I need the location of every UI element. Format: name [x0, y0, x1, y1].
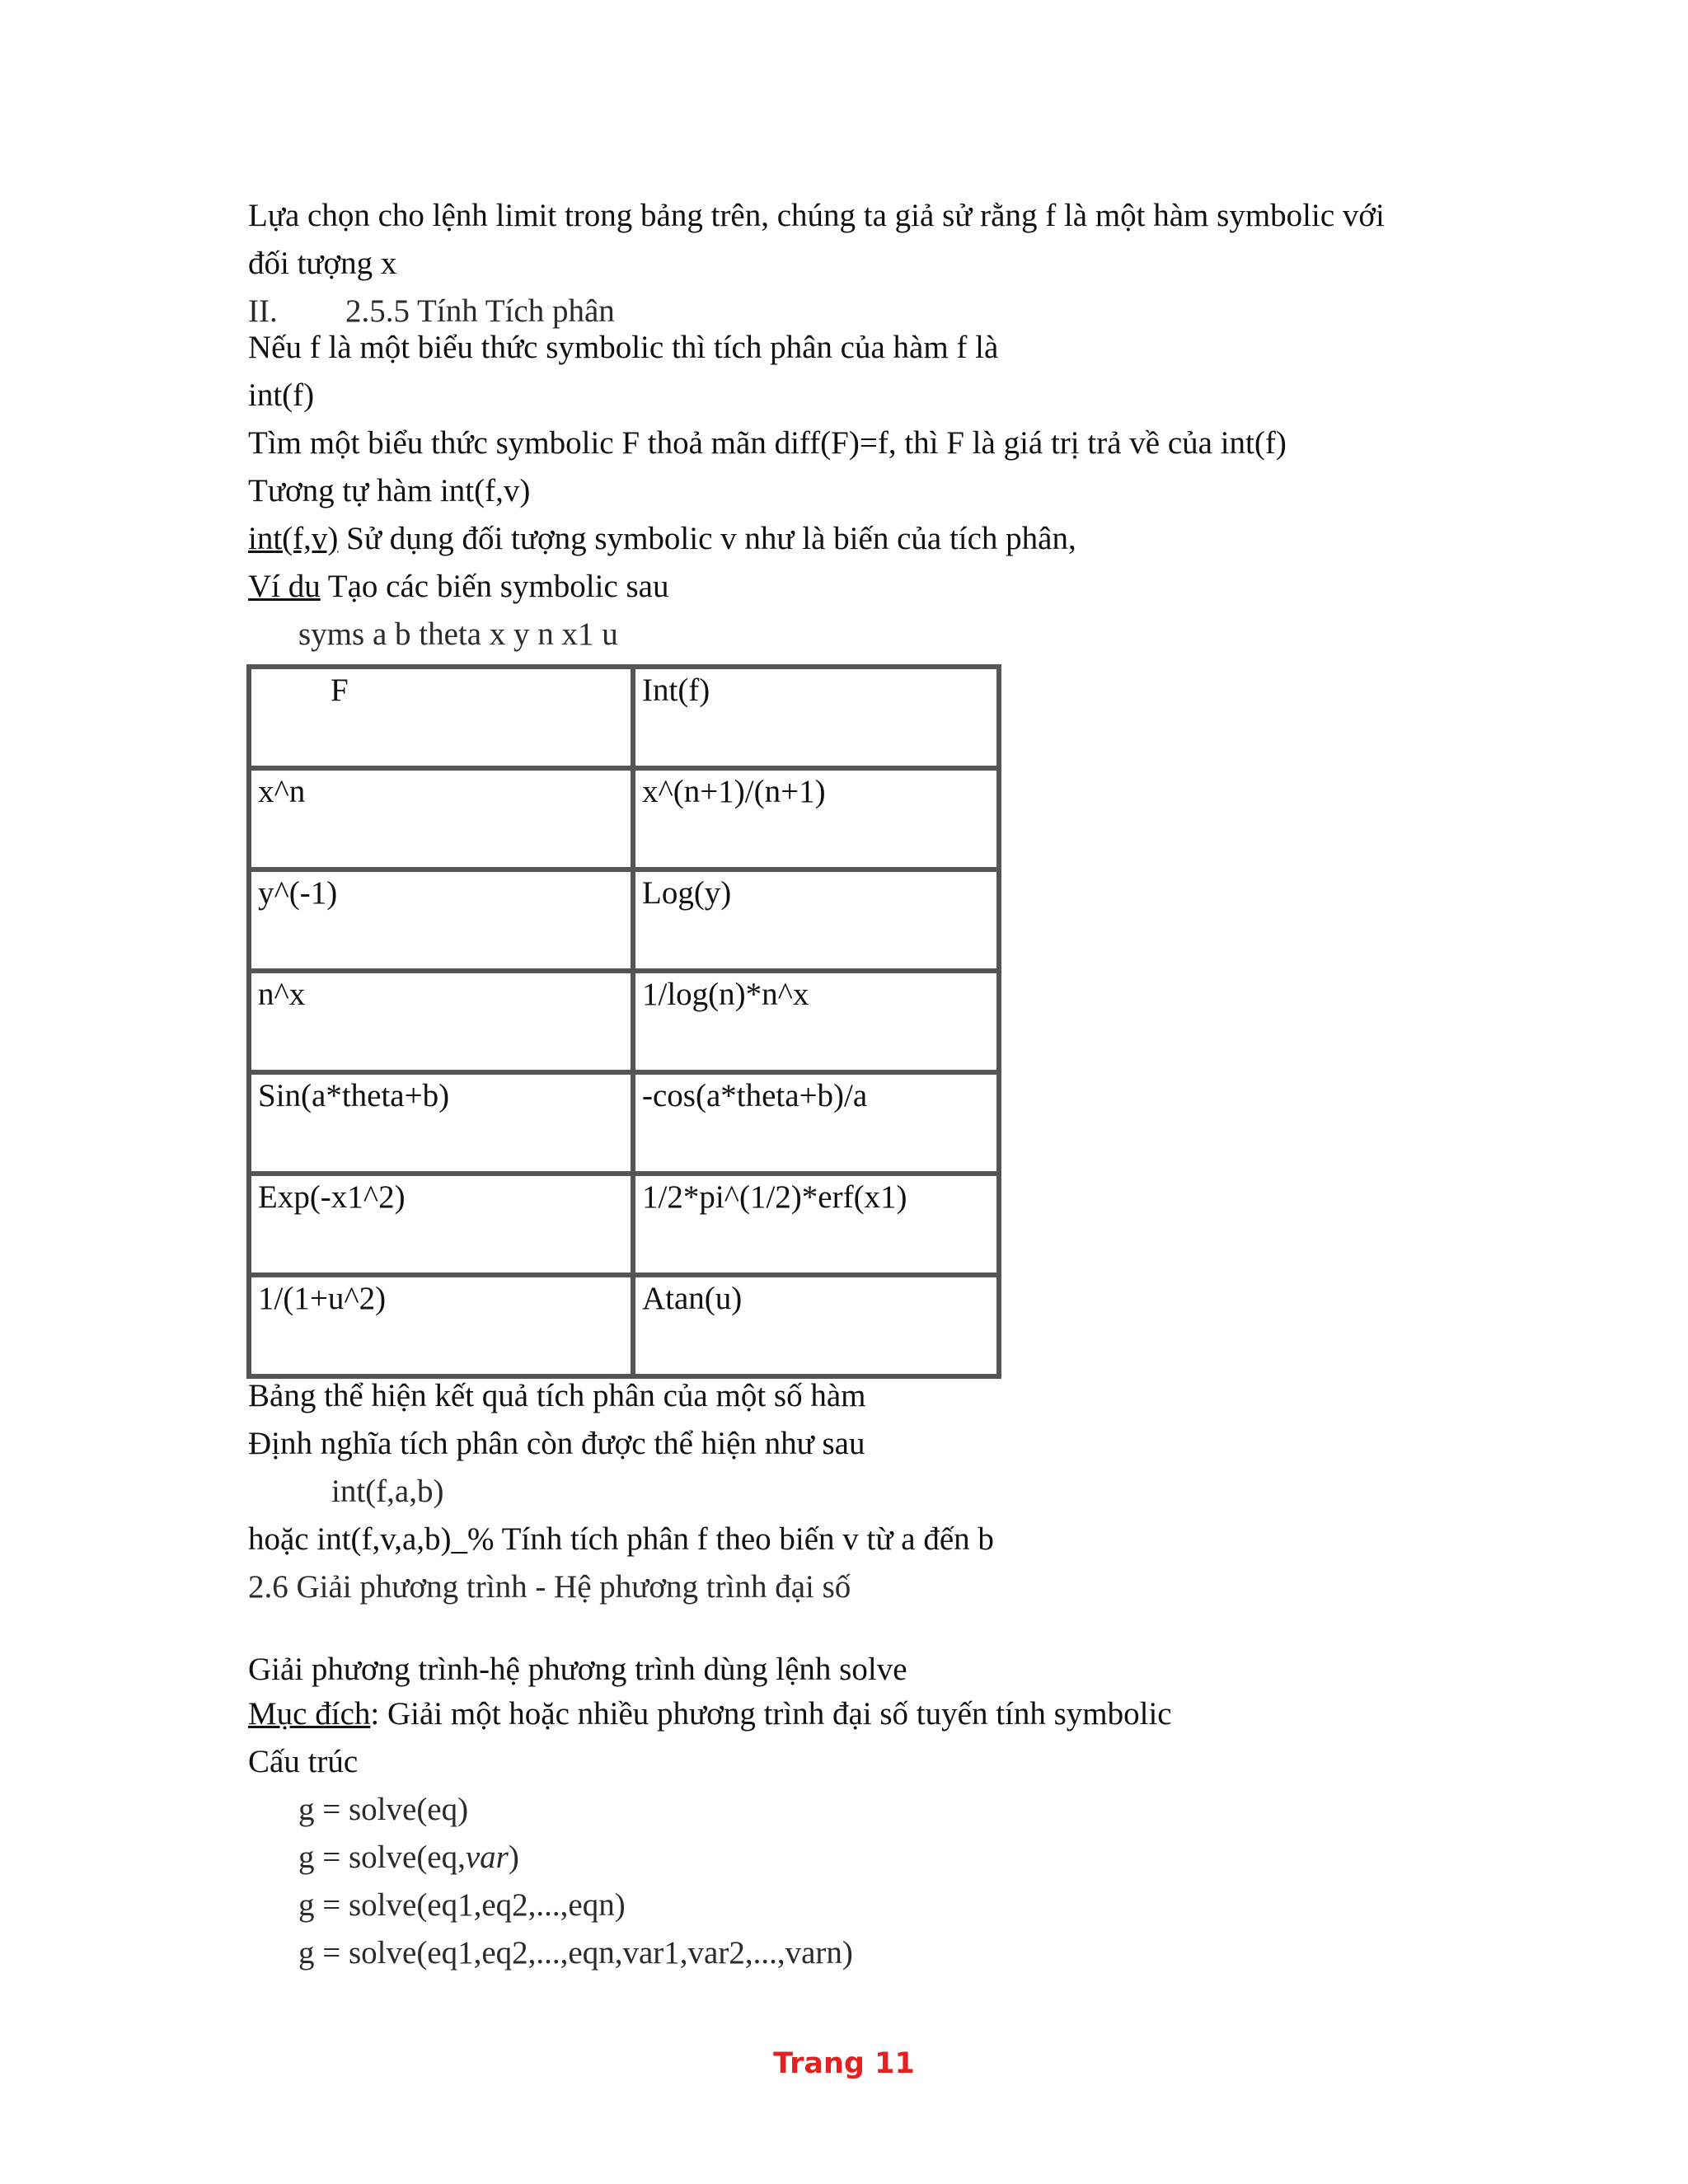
int-fab-command: int(f,a,b) — [331, 1474, 444, 1509]
paragraph-int-f: int(f) — [248, 377, 315, 413]
table-cell-int: 1/log(n)*n^x — [633, 971, 999, 1072]
table-cell-f: y^(-1) — [249, 869, 633, 971]
table-cell-f: Sin(a*theta+b) — [249, 1072, 633, 1174]
page-number: Trang 11 — [773, 2047, 915, 2080]
solve-syntax-4: g = solve(eq1,eq2,...,eqn,var1,var2,...,varn) — [298, 1935, 853, 1971]
paragraph-solve-intro: Giải phương trình-hệ phương trình dùng lệnh solve — [248, 1652, 907, 1687]
purpose-text: : Giải một hoặc nhiều phương trình đại số tuyến tính symbolic — [370, 1696, 1172, 1732]
table-cell-f: x^n — [249, 768, 633, 869]
paragraph-structure: Cấu trúc — [248, 1744, 359, 1779]
table-cell-int: Atan(u) — [633, 1275, 999, 1376]
intro-line-1: Lựa chọn cho lệnh limit trong bảng trên, chúng ta giả sử rằng f là một hàm symbolic với — [248, 198, 1385, 233]
solve-syntax-2-var: var — [465, 1840, 509, 1875]
int-fv-underlined: int(f,v) — [248, 521, 339, 556]
table-cell-int: -cos(a*theta+b)/a — [633, 1072, 999, 1174]
table-cell-int: x^(n+1)/(n+1) — [633, 768, 999, 869]
table-cell-int: 1/2*pi^(1/2)*erf(x1) — [633, 1174, 999, 1275]
solve-syntax-1: g = solve(eq) — [298, 1792, 469, 1827]
syms-command: syms a b theta x y n x1 u — [298, 616, 618, 652]
table-header-f: F — [249, 667, 633, 768]
paragraph-int-variable — [248, 519, 1076, 559]
section-heading — [248, 292, 615, 331]
paragraph-purpose — [248, 1694, 1172, 1734]
table-cell-int: Log(y) — [633, 869, 999, 971]
paragraph-integral-def: Nếu f là một biểu thức symbolic thì tích phân của hàm f là — [248, 330, 999, 365]
paragraph-definition: Định nghĩa tích phân còn được thể hiện như sau — [248, 1426, 865, 1461]
paragraph-example — [248, 567, 669, 607]
table-cell-f: n^x — [249, 971, 633, 1072]
example-label: Ví du — [248, 569, 321, 604]
example-description: Tạo các biến symbolic sau — [320, 569, 669, 604]
intro-line-2: đối tượng x — [248, 246, 397, 281]
section-title: 2.5.5 Tính Tích phân — [345, 293, 615, 329]
table-row — [249, 1072, 999, 1174]
table-row — [249, 869, 999, 971]
paragraph-int-f-v: Tương tự hàm int(f,v) — [248, 473, 531, 509]
table-row — [249, 971, 999, 1072]
section-number: II. — [248, 293, 278, 329]
table-row — [249, 1275, 999, 1376]
int-fv-description: Sử dụng đối tượng symbolic v như là biến của tích phân, — [338, 521, 1076, 556]
section-heading-2-6: 2.6 Giải phương trình - Hệ phương trình đại số — [248, 1569, 851, 1605]
paragraph-or-int-fvab: hoặc int(f,v,a,b)_% Tính tích phân f theo biến v từ a đến b — [248, 1521, 994, 1557]
solve-syntax-2 — [298, 1838, 519, 1877]
table-cell-f: Exp(-x1^2) — [249, 1174, 633, 1275]
table-caption: Bảng thể hiện kết quả tích phân của một số hàm — [248, 1378, 866, 1413]
paragraph-diff-relation: Tìm một biểu thức symbolic F thoả mãn diff(F)=f, thì F là giá trị trả về của int(f) — [248, 425, 1287, 461]
table-row — [249, 768, 999, 869]
table-header-int: Int(f) — [633, 667, 999, 768]
table-cell-f: 1/(1+u^2) — [249, 1275, 633, 1376]
integrals-table — [246, 664, 1001, 1379]
solve-syntax-2-suffix: ) — [508, 1840, 519, 1875]
table-row — [249, 1174, 999, 1275]
solve-syntax-3: g = solve(eq1,eq2,...,eqn) — [298, 1887, 626, 1923]
table-header-row — [249, 667, 999, 768]
purpose-label: Mục đích — [248, 1696, 371, 1732]
solve-syntax-2-prefix: g = solve(eq, — [298, 1840, 466, 1875]
